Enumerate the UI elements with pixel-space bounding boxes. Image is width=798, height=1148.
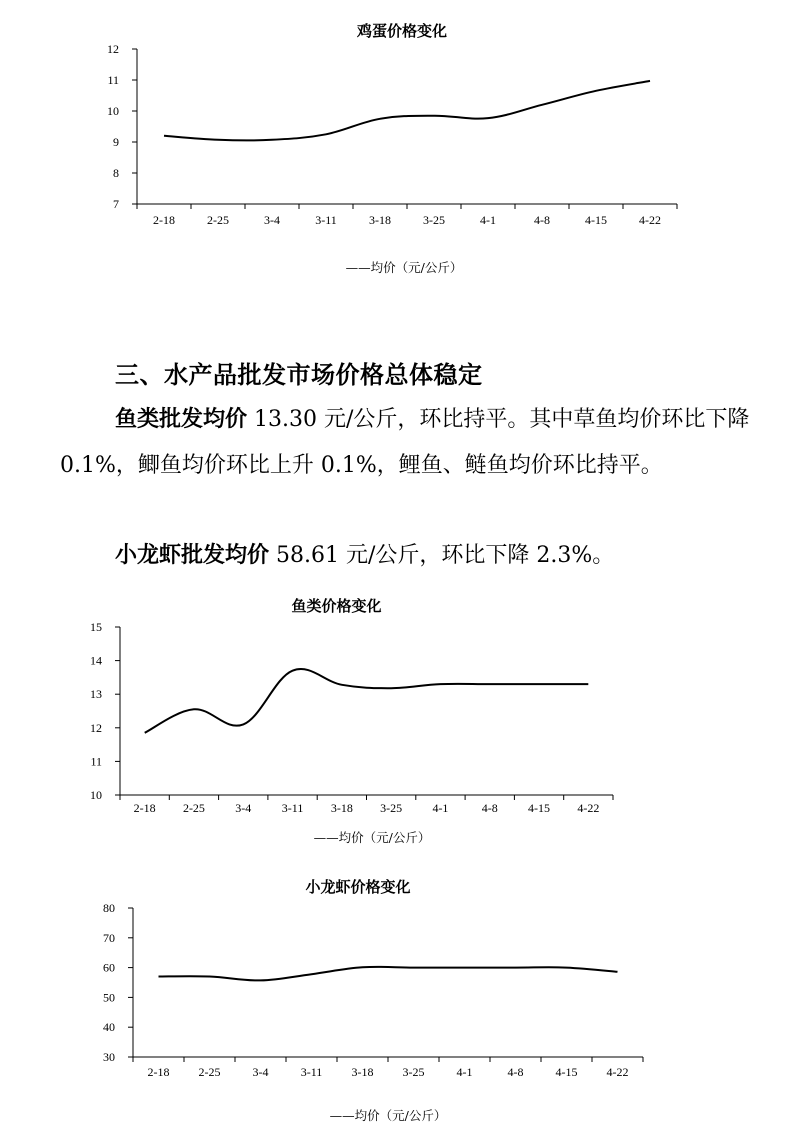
section-heading: 三、水产品批发市场价格总体稳定 (115, 361, 483, 389)
x-tick-label: 4-22 (639, 213, 661, 227)
chart-title: 鱼类价格变化 (291, 597, 382, 615)
series-line (164, 81, 650, 141)
x-tick-label: 4-1 (432, 801, 449, 815)
chart-title: 鸡蛋价格变化 (356, 22, 448, 40)
fish-paragraph (60, 397, 760, 489)
y-tick-label: 10 (90, 788, 102, 802)
x-tick-label: 2-25 (207, 213, 229, 227)
x-tick-label: 3-18 (330, 801, 353, 815)
x-tick-label: 4-8 (534, 213, 550, 227)
x-tick-label: 3-11 (281, 801, 304, 815)
y-tick-label: 40 (103, 1020, 115, 1035)
y-tick-label: 11 (90, 754, 102, 769)
x-tick-label: 2-18 (133, 801, 156, 815)
y-tick-label: 7 (113, 197, 119, 211)
x-tick-label: 4-8 (481, 801, 498, 815)
egg-price-chart-svg (0, 0, 798, 290)
crayfish-price-chart-svg (0, 865, 798, 1148)
x-tick-label: 4-1 (480, 213, 496, 227)
x-tick-label: 2-25 (198, 1065, 221, 1079)
y-tick-label: 11 (107, 73, 119, 87)
x-tick-label: 4-15 (528, 801, 551, 815)
chart-legend: ——均价（元/公斤） (329, 1108, 447, 1123)
x-tick-label: 4-1 (456, 1065, 473, 1079)
crayfish-paragraph (60, 533, 760, 579)
x-tick-label: 3-25 (423, 213, 445, 227)
y-tick-label: 12 (90, 720, 102, 735)
x-tick-label: 2-18 (147, 1065, 170, 1079)
y-tick-label: 8 (113, 166, 119, 180)
chart-group (107, 22, 677, 275)
x-tick-label: 3-25 (402, 1065, 425, 1079)
x-tick-label: 4-15 (585, 213, 607, 227)
fish-price-chart-svg (0, 585, 798, 855)
y-tick-label: 15 (90, 620, 102, 634)
y-tick-label: 13 (90, 687, 102, 702)
x-tick-label: 3-18 (369, 213, 391, 227)
y-tick-label: 50 (103, 990, 115, 1005)
x-tick-label: 3-18 (351, 1065, 374, 1079)
series-line (145, 669, 589, 733)
x-tick-label: 4-8 (507, 1065, 524, 1079)
chart-group (103, 878, 643, 1123)
crayfish-price-chart (0, 865, 798, 1148)
x-tick-label: 4-15 (555, 1065, 578, 1079)
y-tick-label: 70 (103, 930, 115, 945)
y-tick-label: 30 (103, 1050, 115, 1064)
fish-text: 13.30 元/公斤，环比持平。其中草鱼均价环比下降 0.1%，鲫鱼均价环比上升 0.1%，鲤鱼、鲢鱼均价环比持平。 (60, 407, 750, 478)
y-tick-label: 14 (90, 653, 102, 668)
y-tick-label: 10 (107, 104, 119, 118)
crayfish-lead: 小龙虾批发均价 (115, 543, 270, 568)
egg-price-chart (0, 0, 798, 290)
x-tick-label: 3-4 (235, 801, 252, 815)
x-tick-label: 3-4 (264, 213, 280, 227)
x-tick-label: 2-25 (182, 801, 205, 815)
fish-lead: 鱼类批发均价 (115, 407, 248, 432)
series-line (159, 967, 618, 981)
x-tick-label: 4-22 (577, 801, 600, 815)
crayfish-text: 58.61 元/公斤，环比下降 2.3%。 (269, 543, 615, 568)
fish-price-chart (0, 585, 798, 855)
y-tick-label: 12 (107, 42, 119, 56)
chart-legend: ——均价（元/公斤） (313, 830, 431, 845)
x-tick-label: 4-22 (606, 1065, 629, 1079)
y-tick-label: 9 (113, 135, 119, 149)
x-tick-label: 3-11 (315, 213, 337, 227)
chart-group (90, 597, 613, 845)
x-tick-label: 3-11 (300, 1065, 323, 1079)
chart-title: 小龙虾价格变化 (305, 878, 411, 896)
chart-legend: ——均价（元/公斤） (345, 260, 463, 275)
y-tick-label: 60 (103, 960, 115, 975)
x-tick-label: 2-18 (153, 213, 175, 227)
x-tick-label: 3-25 (380, 801, 403, 815)
y-tick-label: 80 (103, 901, 115, 915)
x-tick-label: 3-4 (252, 1065, 269, 1079)
